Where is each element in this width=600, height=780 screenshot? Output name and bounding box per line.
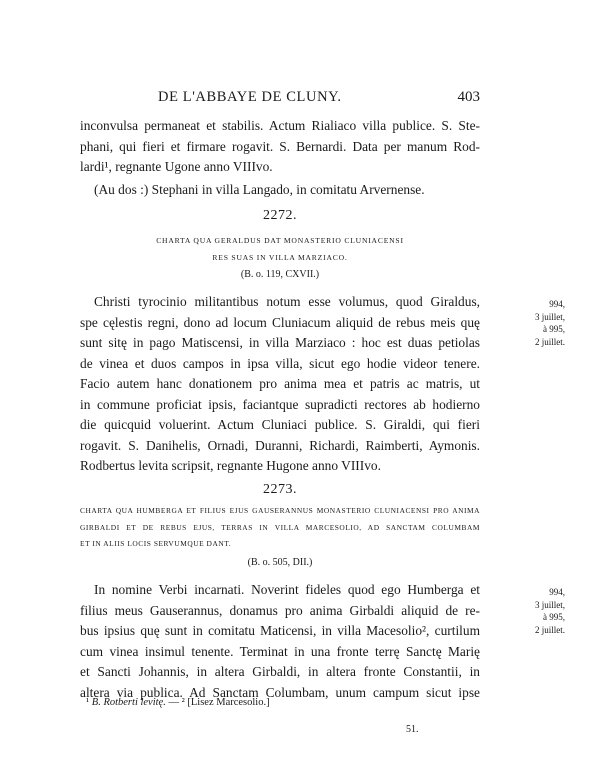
- date-line: 994,: [549, 299, 565, 309]
- charter-date: [495, 586, 565, 636]
- footnote-text: B. Rotberti levitę.: [91, 697, 166, 708]
- text-line: et Sancti Johannis, in altera Girbaldi, in altera fronte Constantii, in: [80, 664, 480, 679]
- date-line: 2 juillet.: [535, 336, 565, 347]
- text-line: lardi¹, regnante Ugone anno VIIIvo.: [80, 159, 273, 174]
- text-line: Facio autem hanc donationem pro anima mea et patris ac matris, ut: [80, 376, 480, 391]
- text-line: phani, qui fieri et firmare rogavit. S. Bernardi. Data per manum Rod-: [80, 138, 480, 154]
- date-line: à 995,: [543, 324, 565, 334]
- text-line: rogavit. S. Danihelis, Ornadi, Duranni, Richardi, Raimberti, Aymonis.: [80, 437, 480, 453]
- charter-rubric: [80, 503, 480, 553]
- running-title: DE L'ABBAYE DE CLUNY.: [158, 89, 342, 105]
- footnote-separator: —: [168, 697, 179, 708]
- text-line: Christi tyrocinio militantibus notum esse volumus, quod Giraldus,: [94, 294, 480, 309]
- text-line: spe cęlestis regni, dono ad locum Cluniacum aliquid de rebus meis quę: [80, 314, 480, 330]
- page-header: [80, 89, 480, 109]
- date-line: 3 juillet,: [535, 599, 565, 610]
- charter-number: 2273.: [263, 482, 297, 497]
- rubric-line: GIRBALDI ET DE REBUS EJUS, TERRAS IN VILLA MARCESOLIO, AD SANCTAM COLUMBAM: [80, 522, 480, 532]
- charter-reference: (B. o. 119, CXVII.): [240, 269, 320, 280]
- text-line: sunt sitę in pago Matiscensi, in villa Marziaco : hoc est duas petiolas: [80, 335, 480, 350]
- rubric-line: RES SUAS IN VILLA MARZIACO.: [212, 253, 348, 262]
- text-line: filius meus Gauserannus, donamus pro anima Girbaldi aliquid de re-: [80, 602, 480, 618]
- rubric-line: CHARTA QUA GERALDUS DAT MONASTERIO CLUNIACENSI: [156, 236, 404, 245]
- charter-date: [495, 298, 565, 348]
- text-line: de vinea et duos campos in ipsa villa, sicut ego hodie videor tenere.: [80, 355, 480, 371]
- page-number: 403: [457, 89, 480, 105]
- text-line: In nomine Verbi incarnati. Noverint fideles quod ego Humberga et: [94, 582, 480, 597]
- text-line: in commune proficiat ipsis, faciantque supradicti rectores ab hodierno: [80, 396, 480, 412]
- footnote-text: [Lisez Marcesolio.]: [187, 697, 270, 708]
- charter-body: [80, 580, 480, 703]
- continuation-text: [80, 116, 480, 200]
- text-line: Rodbertus levita scripsit, regnante Hugone anno VIIIvo.: [80, 458, 381, 473]
- charter-number: 2272.: [263, 208, 297, 223]
- signature-mark: 51.: [406, 724, 419, 735]
- charter-body: [80, 292, 480, 477]
- date-line: à 995,: [543, 612, 565, 622]
- text-line: die quicquid voluerint. Actum Cluniaci publice. S. Giraldi, qui fieri: [80, 417, 480, 432]
- footnote-marker: ²: [181, 697, 185, 708]
- charter-reference: (B. o. 505, DII.): [247, 557, 313, 568]
- rubric-line: CHARTA QUA HUMBERGA ET FILIUS EJUS GAUSERANNUS MONASTERIO CLUNIACENSI PRO ANIMA: [80, 506, 480, 515]
- text-line: inconvulsa permaneat et stabilis. Actum Rialiaco villa publice. S. Ste-: [80, 118, 480, 133]
- rubric-line: ET IN ALIIS LOCIS SERVUMQUE DANT.: [80, 539, 232, 548]
- text-line: cum vinea insimul tenente. Terminat in una fronte terrę Sanctę Marię: [80, 643, 480, 659]
- date-line: 2 juillet.: [535, 624, 565, 635]
- footnotes: [86, 697, 270, 708]
- footnote-marker: ¹: [86, 697, 90, 708]
- date-line: 994,: [549, 587, 565, 597]
- date-line: 3 juillet,: [535, 311, 565, 322]
- dorsal-note: (Au dos :) Stephani in villa Langado, in comitatu Arvernense.: [94, 181, 425, 197]
- text-line: bus ipsius quę sunt in comitatu Maticensi, in villa Macesolio², curtilum: [80, 623, 480, 638]
- text-line: altera via publica. Ad Sanctam Columbam, unum campum sicut ipse: [80, 684, 480, 700]
- charter-rubric: [80, 232, 480, 266]
